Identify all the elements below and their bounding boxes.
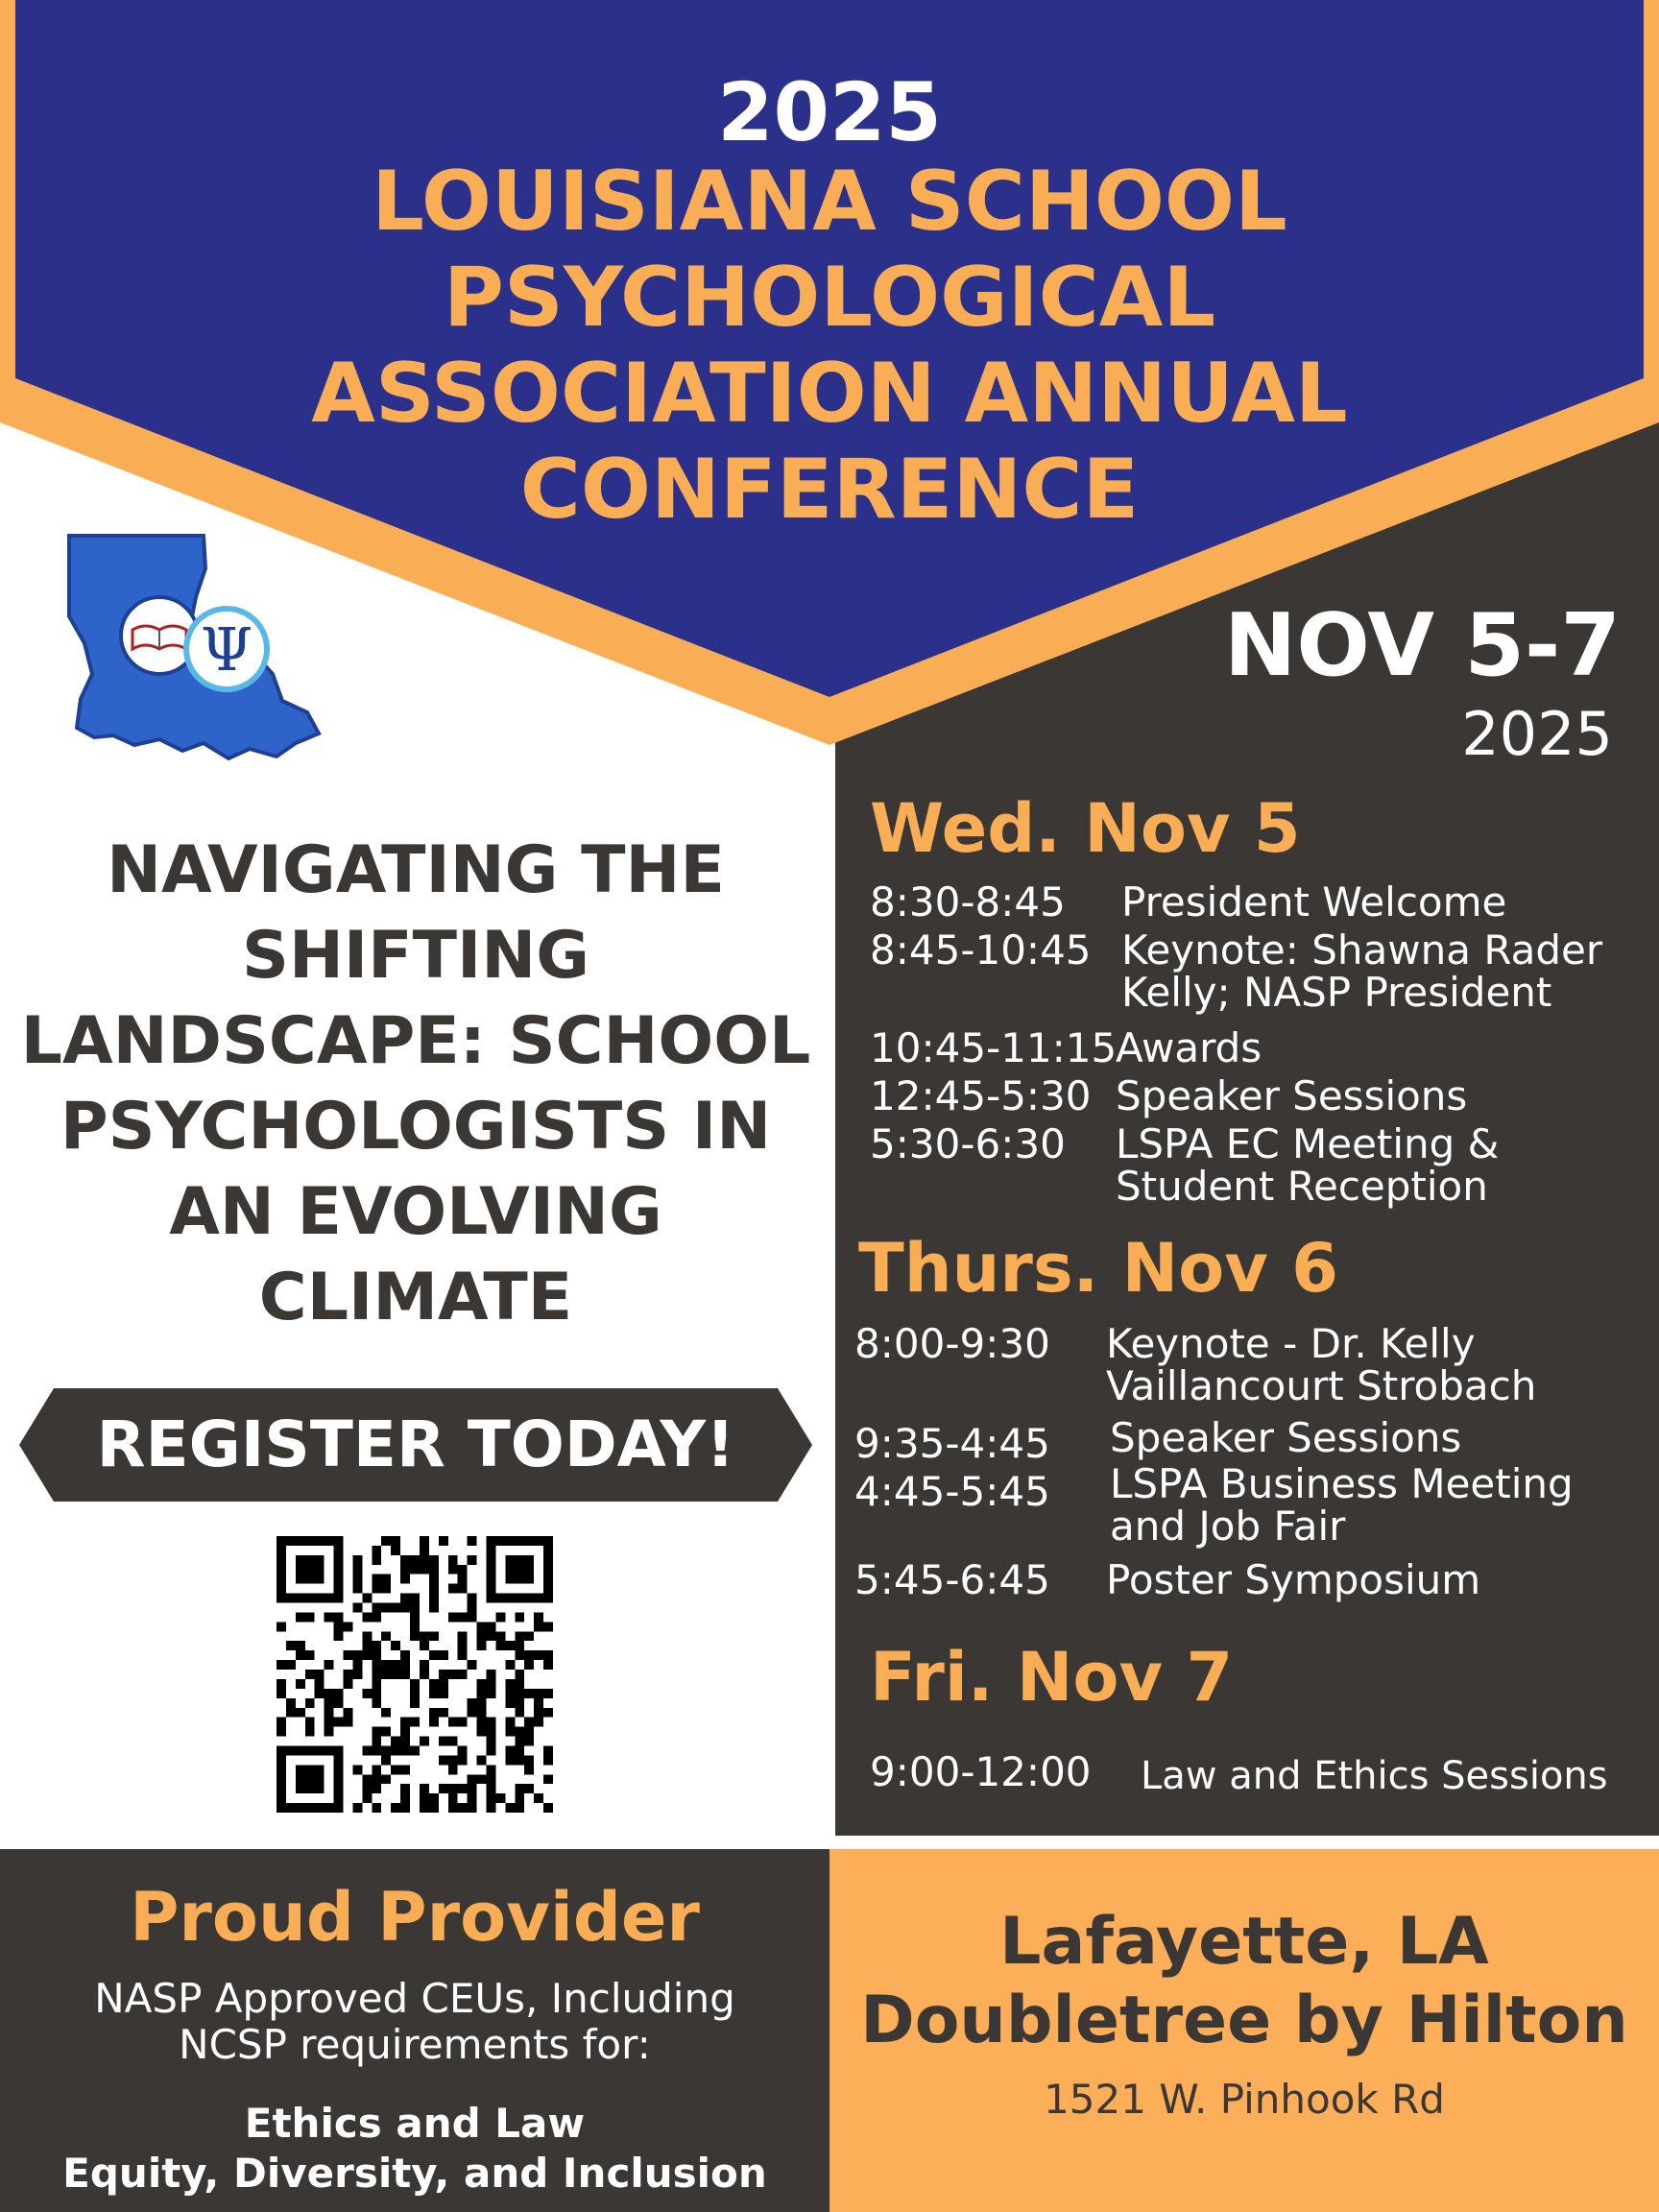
- theme-line: LANDSCAPE: SCHOOL: [20, 1003, 811, 1079]
- svg-text:Ψ: Ψ: [200, 614, 253, 685]
- day-heading-thu: Thurs. Nov 6: [858, 1229, 1338, 1308]
- schedule-time: 5:45-6:45: [854, 1556, 1050, 1603]
- theme-line: CLIMATE: [258, 1260, 573, 1335]
- location-address: 1521 W. Pinhook Rd: [1044, 2076, 1445, 2123]
- requirement-line: Ethics and Law: [244, 2100, 586, 2147]
- louisiana-map-icon: [60, 530, 328, 770]
- header-year: 2025: [717, 65, 942, 159]
- psi-icon: [186, 609, 267, 689]
- schedule-time: 8:45-10:45: [870, 926, 1092, 974]
- theme-line: NAVIGATING THE: [107, 832, 725, 908]
- schedule-desc: Student Reception: [1116, 1163, 1488, 1210]
- schedule-desc: Kelly; NASP President: [1121, 969, 1552, 1016]
- location-city: Lafayette, LA: [999, 1904, 1489, 1980]
- day-heading-wed: Wed. Nov 5: [870, 789, 1301, 868]
- ceu-line: NASP Approved CEUs, Including: [94, 1975, 735, 2022]
- conference-title: [0, 154, 1659, 538]
- theme-line: AN EVOLVING: [169, 1174, 662, 1250]
- schedule-time: 12:45-5:30: [870, 1072, 1092, 1119]
- schedule-desc: President Welcome: [1121, 878, 1507, 926]
- schedule-desc: and Job Fair: [1110, 1503, 1346, 1550]
- register-today-label[interactable]: REGISTER TODAY!: [96, 1407, 735, 1481]
- schedule-time: 9:35-4:45: [854, 1420, 1050, 1467]
- conference-theme: [0, 828, 831, 1340]
- schedule-time: 8:00-9:30: [854, 1320, 1050, 1367]
- schedule-desc: Vaillancourt Strobach: [1106, 1362, 1537, 1409]
- conference-title-line: CONFERENCE: [519, 442, 1140, 538]
- schedule-desc: Keynote: Shawna Rader: [1121, 926, 1603, 974]
- schedule-desc: LSPA Business Meeting: [1110, 1460, 1574, 1507]
- provider-ceu-text: [0, 1976, 830, 2068]
- schedule-desc: Awards: [1116, 1024, 1262, 1071]
- provider-requirements: [0, 2099, 830, 2199]
- ceu-line: NCSP requirements for:: [179, 2021, 651, 2068]
- day-heading-fri: Fri. Nov 7: [870, 1638, 1234, 1717]
- qr-code-icon[interactable]: [276, 1536, 553, 1813]
- schedule-desc: Poster Symposium: [1106, 1556, 1481, 1603]
- schedule-desc: LSPA EC Meeting &: [1116, 1120, 1500, 1167]
- date-year: 2025: [1461, 699, 1613, 769]
- schedule-desc: Speaker Sessions: [1110, 1414, 1462, 1461]
- schedule-time: 4:45-5:45: [854, 1468, 1050, 1515]
- schedule-time: 5:30-6:30: [870, 1120, 1066, 1167]
- schedule-time: 10:45-11:15: [870, 1024, 1118, 1071]
- conference-title-line: PSYCHOLOGICAL: [443, 250, 1216, 346]
- location-title: [830, 1903, 1659, 2060]
- theme-line: SHIFTING: [241, 918, 590, 994]
- conference-title-line: LOUISIANA SCHOOL: [372, 154, 1287, 250]
- schedule-time: 8:30-8:45: [870, 878, 1066, 926]
- date-range: NOV 5-7: [1224, 595, 1621, 696]
- schedule-desc: Speaker Sessions: [1116, 1072, 1468, 1119]
- schedule-desc: Keynote - Dr. Kelly: [1106, 1320, 1476, 1367]
- conference-title-line: ASSOCIATION ANNUAL: [311, 346, 1348, 442]
- schedule-time: 9:00-12:00: [870, 1748, 1092, 1795]
- provider-title: Proud Provider: [130, 1878, 700, 1957]
- theme-line: PSYCHOLOGISTS IN: [60, 1089, 772, 1165]
- schedule-desc: Law and Ethics Sessions: [1141, 1754, 1608, 1798]
- location-venue: Doubletree by Hilton: [860, 1983, 1628, 2058]
- requirement-line: Equity, Diversity, and Inclusion: [62, 2150, 767, 2197]
